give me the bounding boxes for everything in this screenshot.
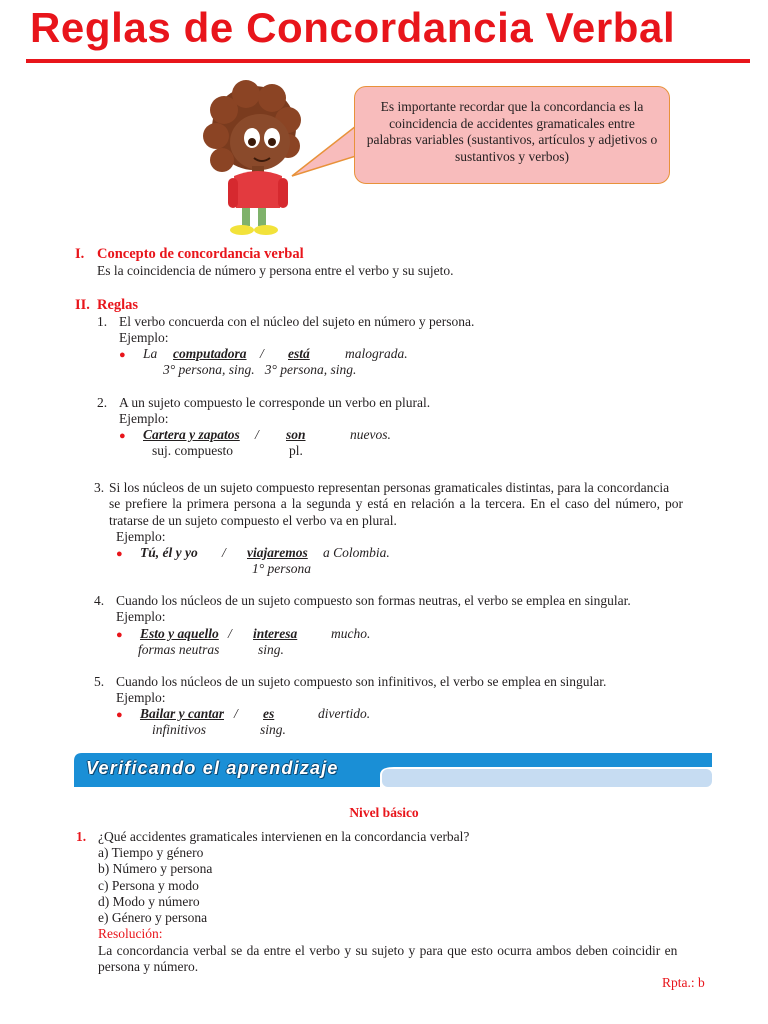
rule4-note-verb: sing. <box>258 642 284 657</box>
section2-title: Reglas <box>97 297 139 313</box>
rule3-word-subject: Tú, él y yo <box>140 545 198 560</box>
option-e: e) Género y persona <box>98 910 208 925</box>
rule2-text: A un sujeto compuesto le corresponde un verbo en plural. <box>119 395 431 410</box>
red-dot-bullet: ● <box>116 709 123 721</box>
rule1-word-subject: computadora <box>173 346 247 361</box>
rule5-word-subject: Bailar y cantar <box>140 706 225 721</box>
rule2-word-verb: son <box>286 427 306 442</box>
rule4-example-label: Ejemplo: <box>116 609 166 624</box>
resolution-label: Resolución: <box>98 926 163 941</box>
option-c: c) Persona y modo <box>98 878 199 893</box>
rule3-slash: / <box>222 545 226 560</box>
section1-number: I. <box>75 246 85 262</box>
title-underline <box>26 59 750 63</box>
red-dot-bullet: ● <box>119 349 126 361</box>
rule5-slash: / <box>234 706 238 721</box>
rule2-word-subject: Cartera y zapatos <box>143 427 240 442</box>
banner-title: Verificando el aprendizaje <box>86 758 339 778</box>
answer: Rpta.: b <box>662 975 705 990</box>
rule2-example-label: Ejemplo: <box>119 411 169 426</box>
rule1-word-article: La <box>143 346 158 361</box>
option-a: a) Tiempo y género <box>98 845 204 860</box>
rule2-note-verb: pl. <box>289 443 303 458</box>
rule2-word-complement: nuevos. <box>350 427 391 442</box>
section2-number: II. <box>75 297 90 313</box>
rule5-text: Cuando los núcleos de un sujeto compuesto son infinitivos, el verbo se emplea en singular. <box>116 674 607 689</box>
rule3-word-complement: a Colombia. <box>323 545 390 560</box>
rule3-line1: Si los núcleos de un sujeto compuesto representan personas gramaticales distintas, para la concordancia <box>109 480 670 495</box>
rule4-text: Cuando los núcleos de un sujeto compuesto son formas neutras, el verbo se emplea en singular. <box>116 593 631 608</box>
speech-bubble-tail <box>290 120 360 180</box>
rule4-note-subject: formas neutras <box>138 642 220 657</box>
resolution-line1: La concordancia verbal se da entre el verbo y su sujeto y para que esto ocurra ambos deben coincidir en <box>98 943 678 958</box>
resolution-line2: persona y número. <box>98 959 199 974</box>
option-d: d) Modo y número <box>98 894 200 909</box>
section1-title: Concepto de concordancia verbal <box>97 246 304 262</box>
rule4-word-verb: interesa <box>253 626 298 641</box>
red-dot-bullet: ● <box>116 629 123 641</box>
rule3-line2: se prefiere la primera persona a la segunda y está en relación a la tercera. En el caso del número, por <box>109 496 683 511</box>
rule1-text: El verbo concuerda con el núcleo del sujeto en número y persona. <box>119 314 475 329</box>
rule2-note-subject: suj. compuesto <box>152 443 233 458</box>
rule5-number: 5. <box>94 674 105 689</box>
rule3-line3: tratarse de un sujeto compuesto el verbo va en plural. <box>109 513 397 528</box>
question-number: 1. <box>76 829 87 844</box>
rule5-example-label: Ejemplo: <box>116 690 166 705</box>
rule1-number: 1. <box>97 314 108 329</box>
rule5-note-subject: infinitivos <box>152 722 206 737</box>
rule5-word-complement: divertido. <box>318 706 371 721</box>
question-text: ¿Qué accidentes gramaticales intervienen en la concordancia verbal? <box>98 829 470 844</box>
rule3-note: 1° persona <box>252 561 312 576</box>
level-heading: Nivel básico <box>349 805 419 820</box>
rule4-number: 4. <box>94 593 105 608</box>
rule1-word-verb: está <box>288 346 310 361</box>
red-dot-bullet: ● <box>116 548 123 560</box>
rule4-slash: / <box>228 626 232 641</box>
page-title: Reglas de Concordancia Verbal <box>30 4 676 51</box>
rule3-word-verb: viajaremos <box>247 545 308 560</box>
rule5-word-verb: es <box>263 706 275 721</box>
rule4-word-complement: mucho. <box>331 626 371 641</box>
rule1-note: 3° persona, sing. 3° persona, sing. <box>163 362 357 377</box>
rule1-slash: / <box>260 346 264 361</box>
rule3-number: 3. <box>94 480 105 495</box>
rule1-example-label: Ejemplo: <box>119 330 169 345</box>
rule1-word-complement: malograda. <box>345 346 408 361</box>
section1-body: Es la coincidencia de número y persona entre el verbo y su sujeto. <box>97 263 454 278</box>
rule3-example-label: Ejemplo: <box>116 529 166 544</box>
red-dot-bullet: ● <box>119 430 126 442</box>
option-b: b) Número y persona <box>98 861 213 876</box>
callout-bubble: Es importante recordar que la concordancia es la coincidencia de accidentes gramaticales entre palabras variables (sustantivos, artículos y adjetivos o sustantivos y verbos) <box>354 86 670 184</box>
rule2-slash: / <box>255 427 259 442</box>
rule5-note-verb: sing. <box>260 722 286 737</box>
rule4-word-subject: Esto y aquello <box>140 626 219 641</box>
rule2-number: 2. <box>97 395 108 410</box>
